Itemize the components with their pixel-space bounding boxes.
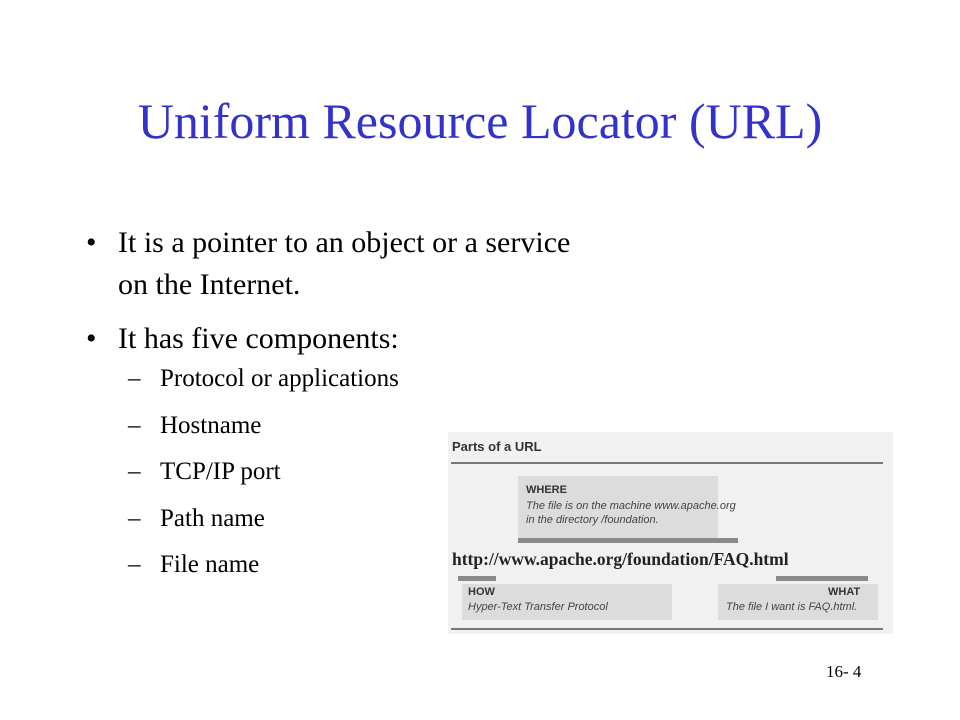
- where-line-1: The file is on the machine www.apache.org: [526, 500, 736, 512]
- sub-list: [128, 364, 399, 597]
- sub-marker: –: [128, 504, 141, 532]
- where-label: WHERE: [526, 484, 567, 496]
- bullet-list: [86, 222, 586, 372]
- what-text: The file I want is FAQ.html.: [726, 601, 858, 613]
- sub-item: [128, 364, 399, 411]
- bullet-text: It has five components:: [118, 322, 399, 355]
- sub-marker: –: [128, 365, 141, 392]
- slide-title: Uniform Resource Locator (URL): [137, 93, 823, 149]
- how-bracket-bar: [458, 576, 496, 581]
- how-label: HOW: [468, 586, 495, 598]
- sub-item: [128, 457, 399, 504]
- sub-item: [128, 550, 399, 597]
- figure-bottom-rule: [451, 628, 883, 630]
- how-text: Hyper-Text Transfer Protocol: [468, 601, 608, 613]
- bullet-item: [86, 222, 586, 306]
- url-parts-figure: [448, 432, 893, 634]
- sub-text: Protocol or applications: [160, 365, 399, 392]
- sub-text: Hostname: [160, 411, 262, 439]
- bullet-item: [86, 318, 586, 360]
- sub-item: [128, 411, 399, 458]
- sub-text: TCP/IP port: [160, 458, 281, 485]
- sub-item: [128, 504, 399, 551]
- figure-heading: Parts of a URL: [452, 439, 542, 454]
- sub-text: File name: [160, 551, 260, 578]
- sub-marker: –: [128, 411, 141, 439]
- bullet-marker: •: [86, 322, 97, 355]
- what-bracket-bar: [776, 576, 868, 581]
- what-label: WHAT: [828, 586, 861, 598]
- bullet-text: It is a pointer to an object or a service on the Internet.: [118, 226, 571, 301]
- sub-marker: –: [128, 458, 141, 485]
- where-bracket-bar: [518, 538, 738, 543]
- slide-number: 16- 4: [826, 662, 862, 681]
- where-line-2: in the directory /foundation.: [526, 514, 659, 526]
- sub-marker: –: [128, 551, 141, 578]
- bullet-marker: •: [86, 226, 97, 259]
- figure-top-rule: [451, 462, 883, 464]
- example-url: http://www.apache.org/foundation/FAQ.html: [452, 549, 789, 569]
- sub-text: Path name: [160, 504, 265, 532]
